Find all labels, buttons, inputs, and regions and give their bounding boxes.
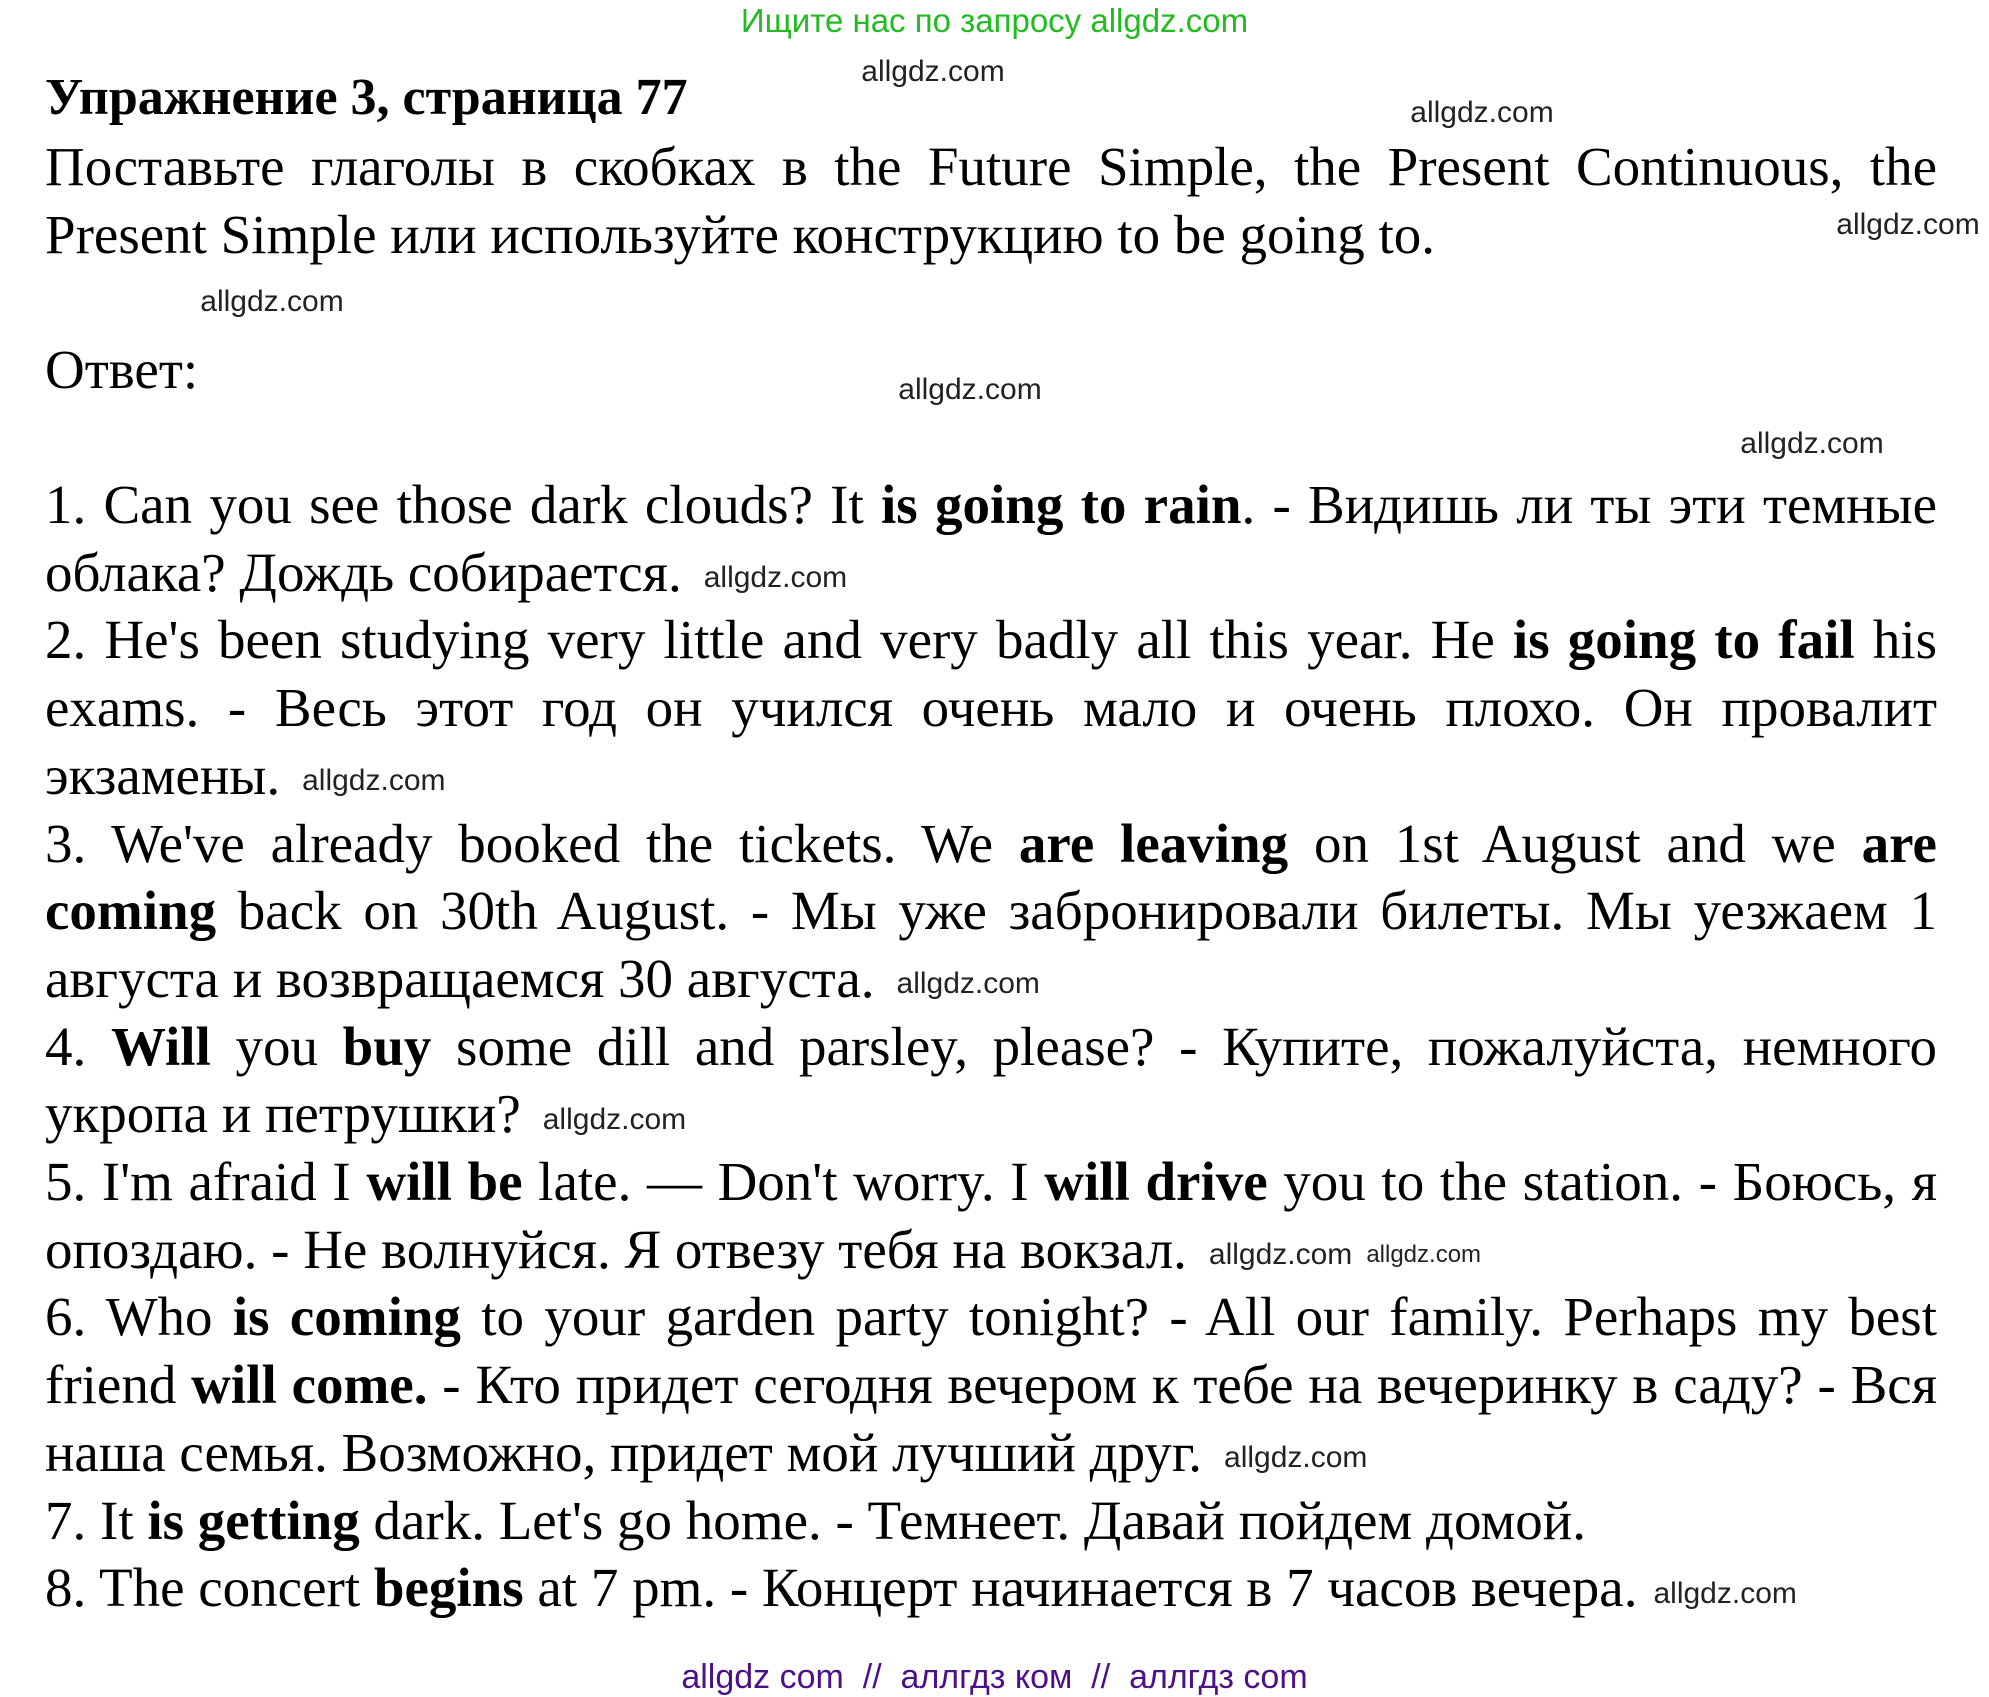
answer-text: back on 30th August. - Мы уже забронировали билеты. Мы уезжаем 1 августа и возвращаемся 30 августа. xyxy=(45,880,1937,1009)
answer-text: 3. We've already booked the tickets. We xyxy=(45,812,1019,874)
answer-text: 1. Can you see those dark clouds? It xyxy=(45,474,882,535)
verb-answer: buy xyxy=(342,1015,432,1077)
verb-answer: are leaving xyxy=(1018,812,1289,874)
answer-text: 8. The concert xyxy=(45,1557,374,1619)
watermark: allgdz.com xyxy=(302,764,446,798)
answer-text: 7. It xyxy=(45,1489,148,1551)
answer-item xyxy=(45,1148,1937,1283)
watermark: allgdz.com xyxy=(1208,1238,1353,1272)
watermark: allgdz.com xyxy=(1740,427,1884,460)
answer-item xyxy=(45,471,1937,606)
answer-text: you to the station. - Боюсь, я опоздаю. - Не волнуйся. Я отвезу тебя на вокзал. xyxy=(45,1151,1937,1280)
answer-text: some dill and parsley, please? - Купите, пожалуйста, немного укропа и петрушки? xyxy=(45,1015,1938,1145)
answer-text: 2. He's been studying very little and very badly all this year. He xyxy=(45,609,1513,671)
answer-list xyxy=(45,471,1937,1622)
watermark: allgdz.com xyxy=(861,55,1005,88)
answer-text: 5. I'm afraid I xyxy=(45,1151,367,1213)
watermark: allgdz.com xyxy=(1366,1241,1482,1269)
answer-text: you xyxy=(210,1015,343,1077)
verb-answer: is getting xyxy=(147,1489,360,1551)
verb-answer: is coming xyxy=(232,1286,461,1348)
answer-text: at 7 pm. - Концерт начинается в 7 часов вечера. xyxy=(523,1557,1638,1619)
answer-item xyxy=(45,1283,1937,1486)
answer-text: to your garden party tonight? - All our family. Perhaps my best friend xyxy=(45,1286,1937,1416)
verb-answer: will be xyxy=(366,1151,523,1213)
verb-answer: will come. xyxy=(191,1354,428,1416)
verb-answer: are coming xyxy=(45,812,1937,942)
watermark: allgdz.com xyxy=(1836,208,1980,241)
verb-answer: Will xyxy=(110,1015,211,1077)
answer-text: 4. xyxy=(45,1015,111,1077)
watermark: allgdz.com xyxy=(1653,1576,1797,1610)
watermark: allgdz.com xyxy=(898,373,1042,406)
answer-text: - Кто придет сегодня вечером к тебе на вечеринку в саду? - Вся наша семья. Возможно, придет мой лучший друг. xyxy=(45,1354,1938,1483)
answer-text: dark. Let's go home. - Темнеет. Давай пойдем домой. xyxy=(359,1489,1586,1551)
verb-answer: is going to rain xyxy=(881,474,1242,535)
verb-answer: begins xyxy=(373,1557,524,1619)
answer-item xyxy=(45,606,1937,809)
answer-text: 6. Who xyxy=(45,1286,233,1348)
answer-text: his exams. - Весь этот год он учился очень мало и очень плохо. Он провалит экзамены. xyxy=(45,609,1938,806)
search-banner: Ищите нас по запросу allgdz.com xyxy=(740,2,1249,39)
answer-item xyxy=(45,810,1937,1013)
watermark: allgdz.com xyxy=(703,561,848,595)
watermark: allgdz.com xyxy=(1410,96,1554,129)
verb-answer: will drive xyxy=(1044,1151,1268,1213)
answer-item xyxy=(45,1487,1937,1555)
footer-links: allgdz com // аллгдз ком // аллгдз com xyxy=(681,1658,1308,1696)
watermark: allgdz.com xyxy=(1224,1441,1368,1475)
answer-text: on 1st August and we xyxy=(1288,812,1862,874)
exercise-title: Упражнение 3, страница 77 xyxy=(45,69,688,126)
answer-item xyxy=(45,1013,1937,1148)
answer-label: Ответ: xyxy=(45,339,199,400)
watermark: allgdz.com xyxy=(896,967,1040,1001)
watermark: allgdz.com xyxy=(542,1102,687,1136)
watermark: allgdz.com xyxy=(200,285,344,318)
answer-text: . - Видишь ли ты эти темные облака? Дождь собирается. xyxy=(45,474,1937,603)
answer-item xyxy=(45,1554,1937,1622)
exercise-instruction: Поставьте глаголы в скобках в the Future Simple, the Present Continuous, the Present Simple или используйте конструкцию to be going to. xyxy=(45,136,1937,265)
verb-answer: is going to fail xyxy=(1512,609,1855,671)
answer-text: late. — Don't worry. I xyxy=(522,1151,1045,1213)
